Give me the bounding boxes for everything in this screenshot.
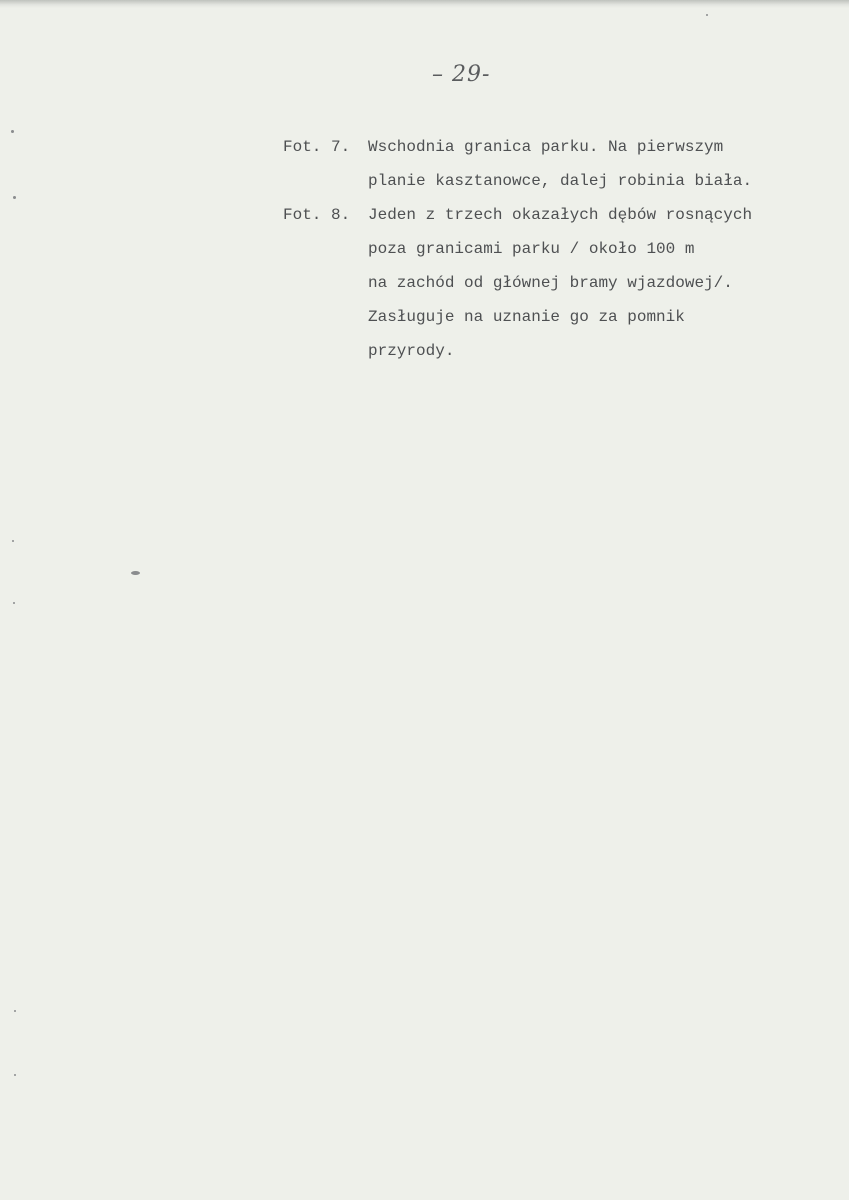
paper-speck (13, 196, 16, 199)
caption-fot-7 (283, 130, 823, 198)
paper-speck (131, 571, 140, 575)
caption-line: Zasługuje na uznanie go za pomnik (368, 308, 685, 326)
paper-speck (706, 14, 708, 16)
caption-line: poza granicami parku / około 100 m (368, 240, 695, 258)
caption-text (368, 198, 823, 368)
caption-line: Wschodnia granica parku. Na pierwszym (368, 138, 724, 156)
caption-text (368, 130, 823, 198)
caption-label: Fot. 7. (283, 138, 351, 156)
page-number: – 29- (432, 62, 491, 87)
paper-speck (14, 1010, 16, 1012)
photo-captions (283, 130, 823, 368)
paper-speck (13, 602, 15, 604)
paper-top-edge (0, 0, 849, 8)
caption-line: przyrody. (368, 342, 455, 360)
caption-label: Fot. 8. (283, 206, 351, 224)
caption-line: Jeden z trzech okazałych dębów rosnących (368, 206, 753, 224)
paper-speck (11, 130, 14, 133)
paper-speck (12, 540, 14, 542)
caption-fot-8 (283, 198, 823, 368)
caption-line: na zachód od głównej bramy wjazdowej/. (368, 274, 733, 292)
paper-speck (14, 1074, 16, 1076)
caption-line: planie kasztanowce, dalej robinia biała. (368, 172, 753, 190)
